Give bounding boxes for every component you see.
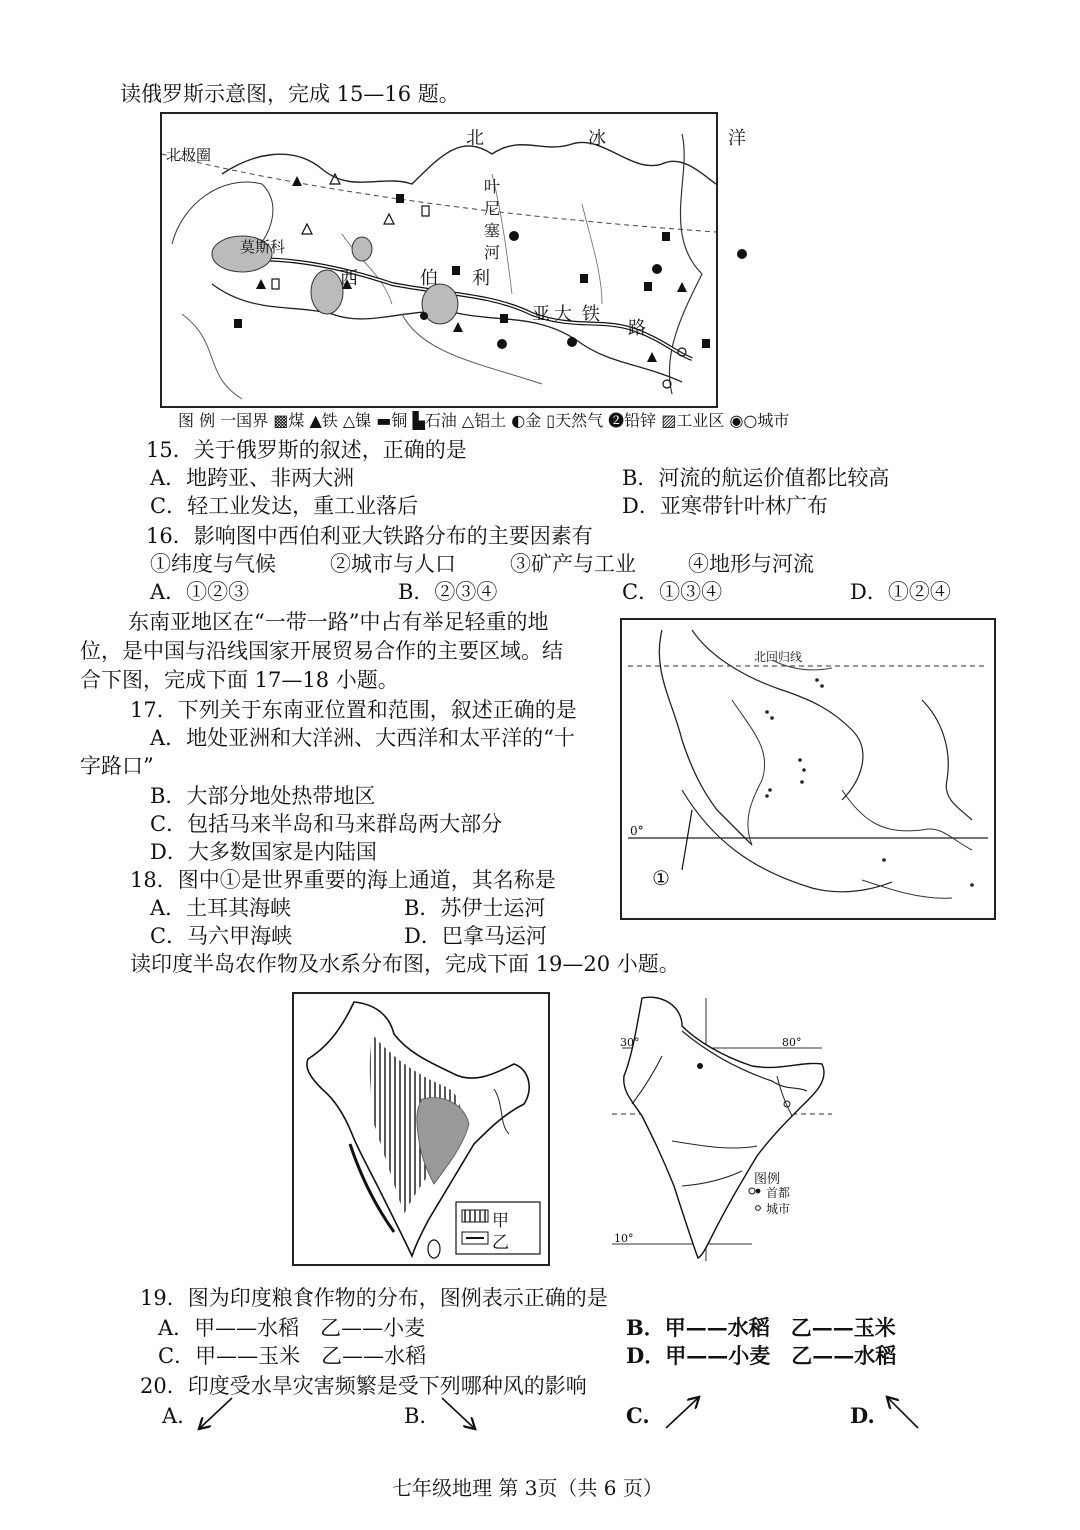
q15-option-d[interactable]: D．亚寒带针叶林广布 (622, 494, 828, 518)
q16-option-c[interactable]: C．①③④ (622, 580, 723, 604)
q16-factor-4: ④地形与河流 (688, 552, 814, 576)
railway-char-5: 大 (554, 304, 572, 325)
arrow-a-icon (200, 1398, 232, 1428)
yenisei-char-4: 河 (484, 243, 501, 262)
river-map-legend-title: 图例 (754, 1172, 781, 1187)
q16-option-a[interactable]: A．①②③ (150, 580, 250, 604)
yenisei-char-3: 塞 (484, 221, 501, 240)
intro-sea-line2: 位，是中国与沿线国家开展贸易合作的主要区域。结 (80, 639, 563, 663)
q19-stem: 19．图为印度粮食作物的分布，图例表示正确的是 (140, 1286, 608, 1310)
intro-sea-line3: 合下图，完成下面 17—18 小题。 (80, 668, 399, 692)
q16-option-b[interactable]: B．②③④ (398, 580, 498, 604)
q19-option-b[interactable]: B．甲——水稻 乙——玉米 (626, 1315, 896, 1340)
q17-option-a-line1[interactable]: A．地处亚洲和大洋洲、大西洋和太平洋的“十 (150, 726, 575, 750)
railway-char-7: 路 (628, 318, 646, 339)
q20-option-d[interactable]: D. (850, 1403, 875, 1428)
q17-option-c[interactable]: C．包括马来半岛和马来群岛两大部分 (150, 812, 503, 836)
ocean-char-1: 北 (466, 128, 484, 149)
intro-sea-line1: 东南亚地区在“一带一路”中占有举足轻重的地 (128, 610, 549, 634)
lat-30-label: 30° (620, 1036, 640, 1049)
railway-char-1: 西 (340, 268, 358, 289)
q16-stem: 16．影响图中西伯利亚大铁路分布的主要因素有 (146, 524, 593, 548)
q18-option-b[interactable]: B．苏伊士运河 (404, 896, 546, 920)
legend-jia: 甲 (492, 1211, 509, 1231)
legend-yi: 乙 (492, 1233, 509, 1253)
yenisei-char-1: 叶 (484, 177, 501, 196)
equator-label: 0° (630, 824, 644, 838)
arrow-b-icon (442, 1398, 474, 1428)
q16-factor-2: ②城市与人口 (330, 552, 456, 576)
q17-option-b[interactable]: B．大部分地处热带地区 (150, 784, 376, 808)
q16-factor-3: ③矿产与工业 (510, 552, 636, 576)
city-legend: 城市 (766, 1202, 791, 1216)
arctic-circle-label: 北极圈 (166, 146, 212, 164)
page-footer: 七年级地理 第 3页（共 6 页） (392, 1476, 663, 1500)
q18-option-d[interactable]: D．巴拿马运河 (404, 924, 547, 948)
q15-option-a[interactable]: A．地跨亚、非两大洲 (150, 466, 355, 490)
q17-option-a-line2[interactable]: 字路口” (80, 754, 154, 778)
q20-option-b[interactable]: B. (404, 1404, 427, 1428)
capital-legend: 首都 (766, 1186, 791, 1200)
yenisei-char-2: 尼 (484, 199, 501, 218)
lon-80-label: 80° (782, 1036, 802, 1049)
tropic-label: 北回归线 (754, 650, 803, 664)
railway-char-3: 利 (472, 268, 490, 289)
railway-char-6: 铁 (582, 304, 600, 325)
q17-option-d[interactable]: D．大多数国家是内陆国 (150, 840, 377, 864)
railway-char-4: 亚 (532, 304, 550, 325)
q17-stem: 17．下列关于东南亚位置和范围，叙述正确的是 (130, 698, 577, 722)
q20-stem: 20．印度受水旱灾害频繁是受下列哪种风的影响 (140, 1374, 587, 1398)
q15-option-b[interactable]: B．河流的航运价值都比较高 (622, 466, 890, 490)
intro-russia: 读俄罗斯示意图，完成 15—16 题。 (120, 82, 460, 106)
q16-factor-1: ①纬度与气候 (150, 552, 276, 576)
q15-option-c[interactable]: C．轻工业发达，重工业落后 (150, 494, 419, 518)
ocean-char-3: 洋 (728, 128, 746, 149)
q18-option-a[interactable]: A．土耳其海峡 (150, 896, 292, 920)
q19-option-a[interactable]: A．甲——水稻 乙——小麦 (158, 1316, 426, 1340)
strait-marker: ① (652, 866, 670, 890)
arrow-c-icon (666, 1398, 698, 1428)
arrow-d-icon (888, 1398, 918, 1428)
q20-option-a[interactable]: A. (162, 1404, 184, 1428)
q15-stem: 15．关于俄罗斯的叙述，正确的是 (146, 438, 467, 462)
q18-stem: 18．图中①是世界重要的海上通道，其名称是 (130, 868, 556, 892)
q19-option-d[interactable]: D．甲——小麦 乙——水稻 (626, 1343, 897, 1368)
lat-10-label: 10° (614, 1232, 634, 1245)
railway-char-2: 伯 (420, 268, 438, 289)
russia-map-legend: 图 例 一国界 ▩煤 ▲铁 △镍 ▬铜 ▙石油 △铝土 ◐金 ▯天然气 ➋铅锌 ▨工业区 ◉○城市 (178, 411, 790, 430)
q20-option-c[interactable]: C. (626, 1403, 650, 1428)
intro-india: 读印度半岛农作物及水系分布图，完成下面 19—20 小题。 (130, 952, 680, 976)
q19-option-c[interactable]: C．甲——玉米 乙——水稻 (158, 1344, 427, 1368)
q18-option-c[interactable]: C．马六甲海峡 (150, 924, 293, 948)
ocean-char-2: 冰 (588, 128, 606, 149)
q16-option-d[interactable]: D．①②④ (850, 580, 951, 604)
moscow-label: 莫斯科 (240, 238, 286, 256)
